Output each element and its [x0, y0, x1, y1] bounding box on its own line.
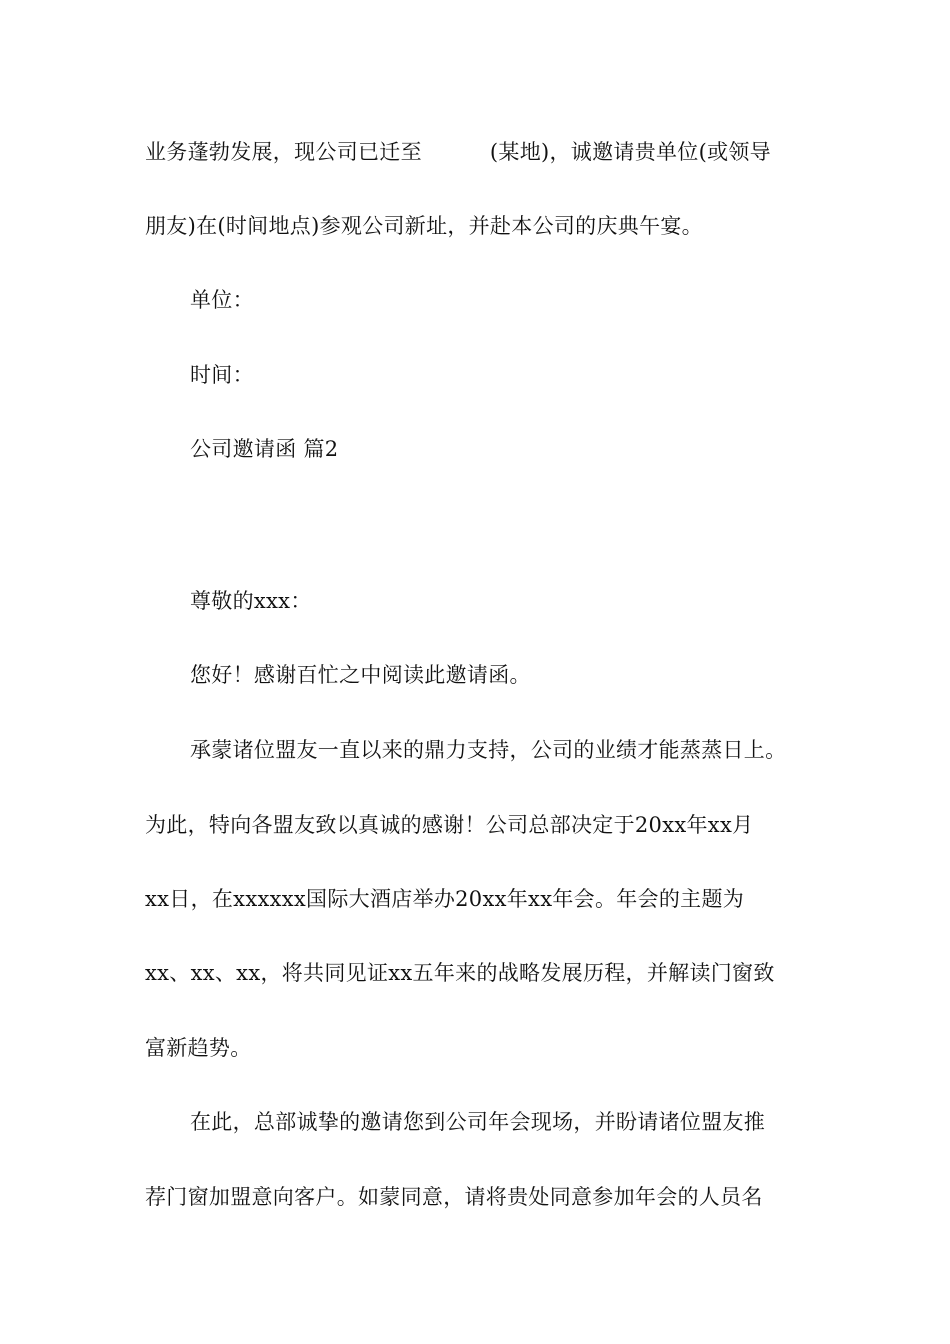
paragraph-line: xx、xx、xx，将共同见证xx五年来的战略发展历程，并解读门窗致 — [145, 961, 775, 985]
greeting-line: 您好！感谢百忙之中阅读此邀请函。 — [190, 663, 531, 687]
paragraph-line: 承蒙诸位盟友一直以来的鼎力支持，公司的业绩才能蒸蒸日上。 — [190, 738, 787, 762]
paragraph-line: xx日，在xxxxxx国际大酒店举办20xx年xx年会。年会的主题为 — [145, 887, 745, 911]
text-line: 朋友)在(时间地点)参观公司新址，并赴本公司的庆典午宴。 — [145, 214, 703, 238]
salutation: 尊敬的xxx： — [190, 589, 312, 613]
text-segment: 业务蓬勃发展，现公司已迁至 — [145, 140, 422, 164]
field-label-unit: 单位： — [190, 288, 254, 312]
section-heading: 公司邀请函 篇2 — [190, 437, 339, 461]
paragraph-line: 为此，特向各盟友致以真诚的感谢！公司总部决定于20xx年xx月 — [145, 813, 754, 837]
paragraph-line: 荐门窗加盟意向客户。如蒙同意，请将贵处同意参加年会的人员名 — [145, 1185, 763, 1209]
paragraph-line: 富新趋势。 — [145, 1036, 252, 1060]
text-segment: (某地)，诚邀请贵单位(或领导 — [489, 140, 771, 164]
field-label-time: 时间： — [190, 363, 254, 387]
paragraph-line: 在此，总部诚挚的邀请您到公司年会现场，并盼请诸位盟友推 — [190, 1110, 766, 1134]
text-line — [145, 137, 771, 167]
